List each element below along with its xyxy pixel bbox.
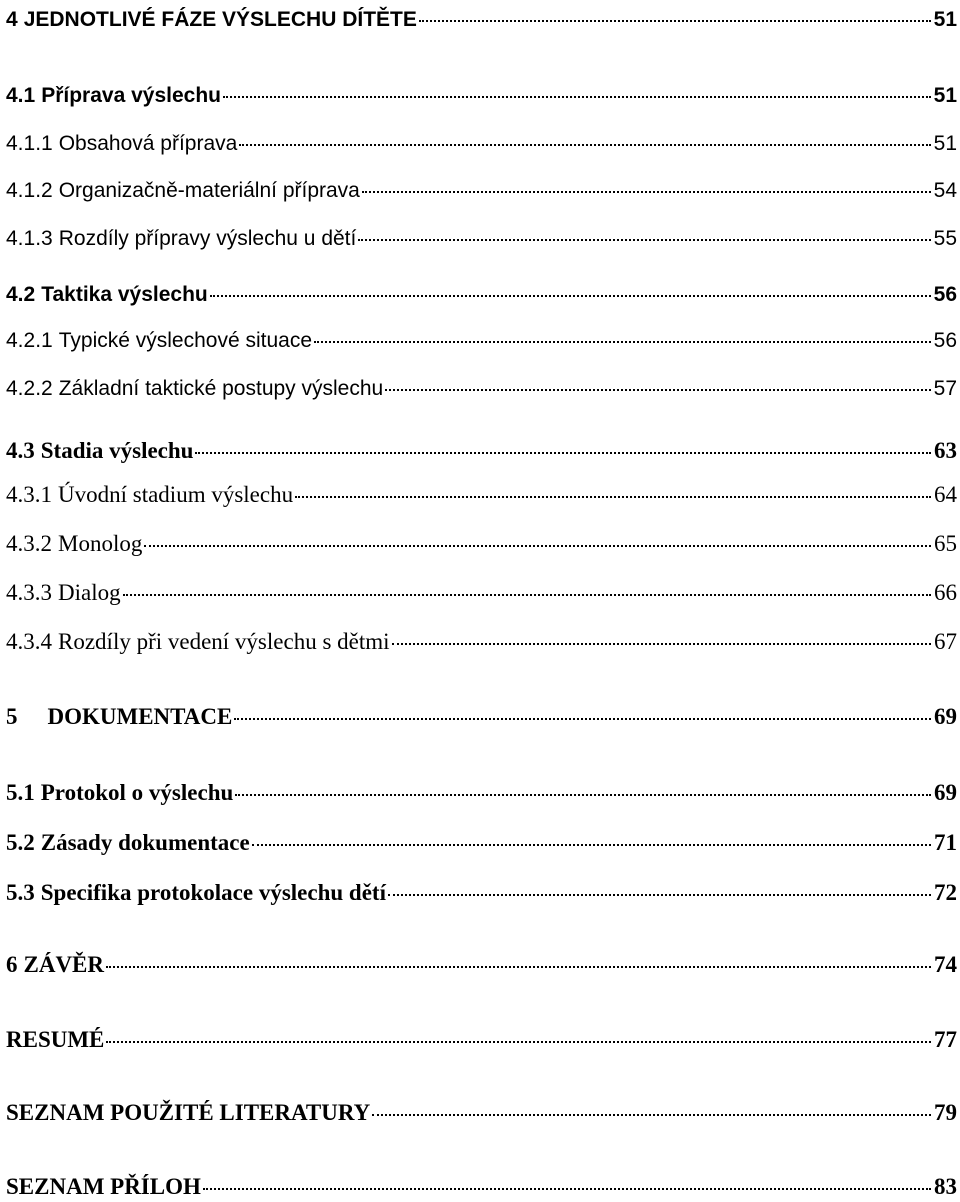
toc-entry-page-number: 79 — [934, 1100, 957, 1125]
toc-entry-title: Taktika výslechu — [41, 283, 208, 306]
toc-entry-page-number: 55 — [933, 227, 957, 250]
toc-entry-number: 4.2.2 — [6, 377, 53, 400]
toc-entry[interactable] — [6, 280, 957, 310]
toc-entry-page-number: 69 — [934, 780, 957, 805]
dot-leader — [239, 144, 930, 146]
toc-entry-page-number: 72 — [934, 880, 957, 905]
toc-entry-title: Stadia výslechu — [40, 438, 194, 463]
toc-entry-page-number: 77 — [934, 1027, 957, 1052]
dot-leader — [314, 341, 931, 343]
toc-entry-page-number: 51 — [933, 132, 957, 155]
toc-entry-number: 4.1.2 — [6, 179, 53, 202]
toc-entry-title: Organizačně-materiální příprava — [58, 179, 360, 202]
toc-entry-page-number: 63 — [934, 438, 957, 463]
toc-entry[interactable] — [6, 828, 957, 858]
toc-entry-page-number: 64 — [934, 482, 957, 507]
toc-entry-number: 4.1.3 — [6, 227, 53, 250]
toc-entry-page-number: 66 — [934, 580, 957, 605]
toc-entry-title: Dialog — [58, 580, 121, 605]
dot-leader — [358, 239, 930, 241]
toc-entry-number: 4.3.4 — [6, 629, 52, 654]
toc-entry[interactable] — [6, 480, 957, 510]
toc-entry[interactable] — [6, 529, 957, 559]
dot-leader — [295, 496, 931, 498]
dot-leader — [252, 844, 931, 846]
dot-leader — [223, 96, 931, 98]
dot-leader — [144, 545, 931, 547]
toc-entry-page-number: 51 — [933, 8, 957, 31]
toc-entry-number: 4.2 — [6, 283, 36, 306]
toc-entry-number: 5.2 — [6, 830, 35, 855]
dot-leader — [106, 966, 931, 968]
toc-entry-page-number: 71 — [934, 830, 957, 855]
dot-leader — [195, 452, 931, 454]
toc-entry-title: Monolog — [58, 531, 143, 556]
toc-entry-page-number: 67 — [934, 629, 957, 654]
toc-entry-page-number: 54 — [933, 179, 957, 202]
dot-leader — [210, 295, 931, 297]
toc-entry-title: Základní taktické postupy výslechu — [58, 377, 384, 400]
dot-leader — [362, 191, 931, 193]
toc-entry-page-number: 83 — [934, 1174, 957, 1199]
toc-entry[interactable] — [6, 578, 957, 608]
dot-leader — [419, 20, 931, 22]
toc-entry[interactable] — [6, 778, 957, 808]
toc-entry-number: 4.3.3 — [6, 580, 52, 605]
toc-entry[interactable] — [6, 950, 957, 980]
toc-entry-number: 4.1 — [6, 84, 36, 107]
dot-leader — [392, 643, 931, 645]
toc-entry-title: Rozdíly přípravy výslechu u dětí — [58, 227, 357, 250]
toc-entry[interactable] — [6, 878, 957, 908]
toc-entry-page-number: 65 — [934, 531, 957, 556]
toc-entry-page-number: 69 — [934, 704, 957, 729]
toc-entry-title: SEZNAM PŘÍLOH — [6, 1174, 201, 1199]
toc-entry-title: Zásady dokumentace — [40, 830, 250, 855]
toc-entry[interactable] — [6, 1025, 957, 1055]
toc-entry-number: 4.3.1 — [6, 482, 52, 507]
toc-entry-number: 4.1.1 — [6, 132, 53, 155]
toc-entry-title: Typické výslechové situace — [58, 329, 313, 352]
toc-entry-number: 4.3.2 — [6, 531, 52, 556]
toc-entry-page-number: 57 — [933, 377, 957, 400]
toc-entry-page-number: 51 — [933, 84, 957, 107]
toc-entry-page-number: 74 — [934, 952, 957, 977]
toc-entry-title: JEDNOTLIVÉ FÁZE VÝSLECHU DÍTĚTE — [23, 8, 417, 31]
toc-entry-page-number: 56 — [933, 283, 957, 306]
toc-entry[interactable] — [6, 627, 957, 657]
toc-entry[interactable] — [6, 374, 957, 404]
toc-entry[interactable] — [6, 326, 957, 356]
toc-entry-title: Protokol o výslechu — [40, 780, 234, 805]
dot-leader — [235, 794, 931, 796]
dot-leader — [385, 389, 930, 391]
toc-entry[interactable] — [6, 176, 957, 206]
toc-entry-page-number: 56 — [933, 329, 957, 352]
toc-entry-title: Příprava výslechu — [41, 84, 221, 107]
toc-entry-number: 6 — [6, 952, 18, 977]
toc-entry[interactable] — [6, 129, 957, 159]
toc-entry-number: 4 — [6, 8, 18, 31]
toc-entry[interactable] — [6, 1098, 957, 1128]
toc-entry[interactable] — [6, 436, 957, 466]
dot-leader — [372, 1114, 931, 1116]
toc-entry[interactable] — [6, 224, 957, 254]
toc-entry[interactable] — [6, 81, 957, 111]
toc-entry-number: 4.3 — [6, 438, 35, 463]
toc-entry-title: DOKUMENTACE — [47, 704, 233, 729]
dot-leader — [106, 1041, 931, 1043]
toc-entry-number: 5.3 — [6, 880, 35, 905]
toc-entry-number: 5.1 — [6, 780, 35, 805]
toc-entry-title: Obsahová příprava — [58, 132, 238, 155]
toc-entry[interactable] — [6, 702, 957, 732]
toc-entry-title: SEZNAM POUŽITÉ LITERATURY — [6, 1100, 371, 1125]
toc-entry-title: ZÁVĚR — [23, 952, 105, 977]
toc-entry-title: Úvodní stadium výslechu — [58, 482, 294, 507]
toc-entry[interactable] — [6, 5, 957, 35]
toc-entry-number: 4.2.1 — [6, 329, 53, 352]
toc-entry-title: RESUMÉ — [6, 1027, 105, 1052]
dot-leader — [123, 594, 931, 596]
dot-leader — [388, 894, 931, 896]
dot-leader — [234, 718, 931, 720]
toc-entry[interactable] — [6, 1172, 957, 1202]
toc-entry-title: Rozdíly při vedení výslechu s dětmi — [58, 629, 390, 654]
dot-leader — [203, 1188, 931, 1190]
toc-entry-number: 5 — [6, 704, 18, 729]
toc-entry-title: Specifika protokolace výslechu dětí — [40, 880, 386, 905]
